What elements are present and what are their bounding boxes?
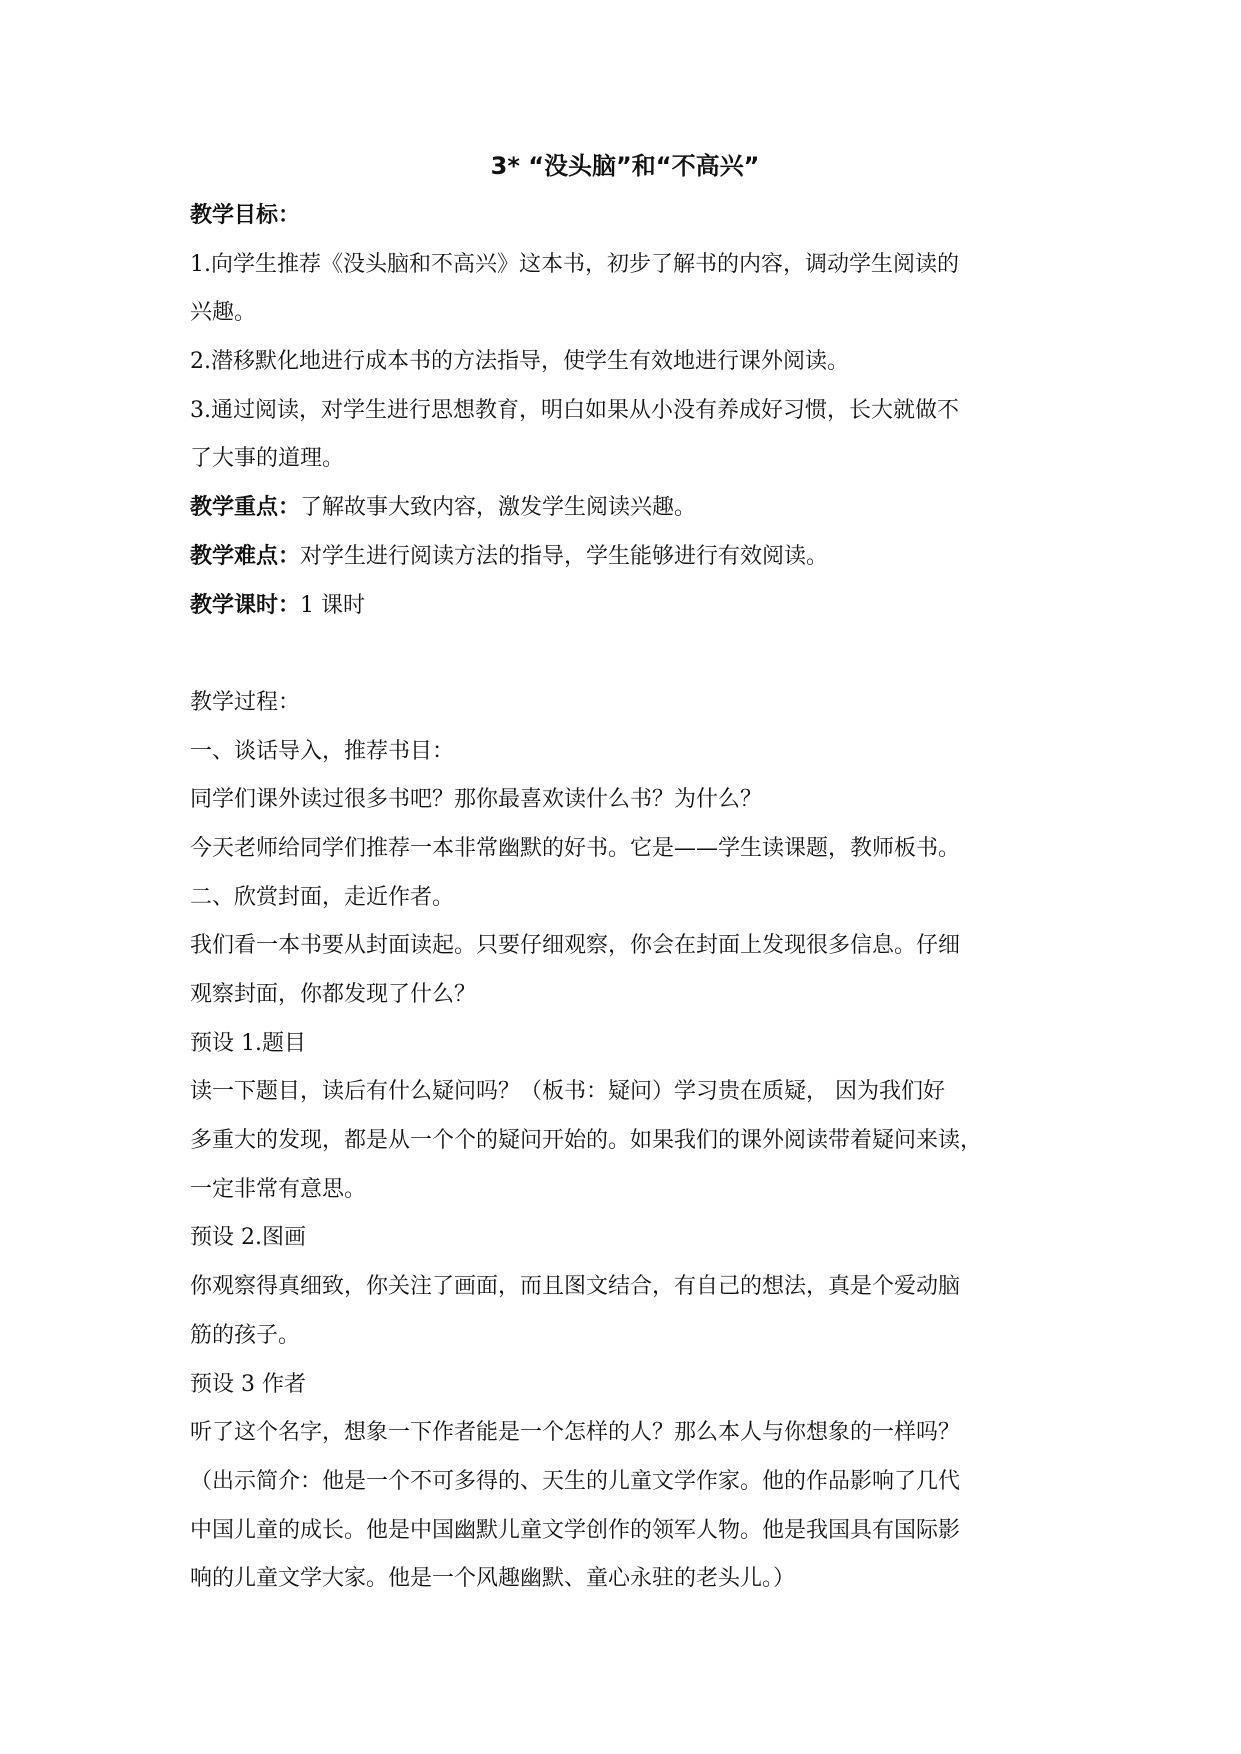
- process-line: 中国儿童的成长。他是中国幽默儿童文学创作的领军人物。他是我国具有国际影: [190, 1517, 961, 1543]
- class-hours-text: 1 课时: [300, 592, 366, 618]
- difficulty-label: 教学难点：: [190, 543, 301, 569]
- process-line: 同学们课外读过很多书吧？那你最喜欢读什么书？为什么？: [190, 787, 763, 813]
- process-line: 今天老师给同学们推荐一本非常幽默的好书。它是——学生读课题，教师板书。: [190, 835, 961, 861]
- document-page: [190, 140, 1060, 1604]
- process-line: 你观察得真细致，你关注了画面，而且图文结合，有自己的想法，真是个爱动脑: [190, 1274, 961, 1300]
- process-line: 读一下题目，读后有什么疑问吗？（板书：疑问）学习贵在质疑， 因为我们好: [190, 1079, 945, 1105]
- objectives-heading: 教学目标：: [190, 203, 301, 228]
- objective-line: 兴趣。: [190, 300, 257, 326]
- process-line: 响的儿童文学大家。他是一个风趣幽默、童心永驻的老头儿。）: [190, 1566, 796, 1592]
- process-line: 我们看一本书要从封面读起。只要仔细观察，你会在封面上发现很多信息。仔细: [190, 933, 961, 959]
- class-hours-row: [190, 582, 1060, 631]
- key-point-row: [190, 484, 1060, 533]
- section-heading: 二、欣赏封面，走近作者。: [190, 884, 455, 910]
- section-heading: 一、谈话导入，推荐书目：: [190, 738, 455, 764]
- process-line: 多重大的发现，都是从一个个的疑问开始的。如果我们的课外阅读带着疑问来读，: [190, 1128, 983, 1154]
- preset-heading: 预设 1.题目: [190, 1030, 306, 1056]
- lesson-title: 3* “没头脑”和“不高兴”: [490, 152, 760, 180]
- process-line: 一定非常有意思。: [190, 1176, 367, 1202]
- objective-line: 了大事的道理。: [190, 446, 345, 472]
- key-point-label: 教学重点：: [190, 495, 301, 521]
- preset-heading: 预设 2.图画: [190, 1225, 306, 1251]
- difficulty-text: 对学生进行阅读方法的指导，学生能够进行有效阅读。: [300, 543, 829, 569]
- objective-line: 3.通过阅读，对学生进行思想教育，明白如果从小没有养成好习惯，长大就做不: [190, 397, 959, 423]
- process-heading: 教学过程：: [190, 689, 301, 715]
- process-line: 听了这个名字，想象一下作者能是一个怎样的人？那么本人与你想象的一样吗？: [190, 1420, 961, 1446]
- process-line: 筋的孩子。: [190, 1322, 301, 1348]
- preset-heading: 预设 3 作者: [190, 1371, 306, 1397]
- class-hours-label: 教学课时：: [190, 592, 301, 618]
- objective-line: 1.向学生推荐《没头脑和不高兴》这本书，初步了解书的内容，调动学生阅读的: [190, 251, 959, 277]
- process-line: （出示简介：他是一个不可多得的、天生的儿童文学作家。他的作品影响了几代: [190, 1468, 961, 1494]
- key-point-text: 了解故事大致内容，激发学生阅读兴趣。: [300, 495, 697, 521]
- difficulty-row: [190, 533, 1060, 582]
- objective-line: 2.潜移默化地进行成本书的方法指导，使学生有效地进行课外阅读。: [190, 349, 849, 375]
- process-line: 观察封面，你都发现了什么？: [190, 982, 477, 1007]
- blank-line: [190, 630, 1060, 679]
